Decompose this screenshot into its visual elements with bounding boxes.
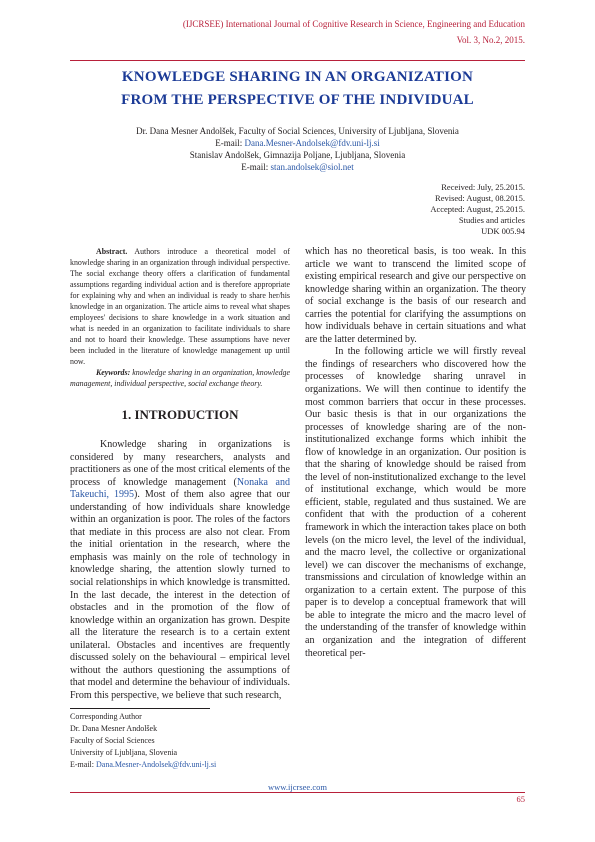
keywords xyxy=(70,367,290,389)
footnote-name: Dr. Dana Mesner Andolšek xyxy=(70,724,158,733)
email-label: E-mail: xyxy=(241,162,269,172)
abstract-label: Abstract. xyxy=(96,247,128,256)
title-line-2: FROM THE PERSPECTIVE OF THE INDIVIDUAL xyxy=(121,92,474,108)
footnote-university: University of Ljubljana, Slovenia xyxy=(70,748,178,757)
p1-after: ). Most of them also agree that our understanding of how individuals share knowledge within an organization is poor. The roles of the factors that mediate in this process are also not clear. From the initial orientation in the research, where the emphasis was mainly on the role of technology in knowledge sharing, the attention slowly turned to social relationships in which knowledge is transmitted. In the last decade, the interest in the detection of obstacles and in the promotion of the flow of knowledge within an organization has grown. Despite all the literature the research is to a certain extent unilateral. Obstacles and incentives are frequently discussed solely on the behavioural – empirical level without the authors questioning the assumptions of that model and determine the behaviour of individuals. From this perspective, we believe that such research, xyxy=(70,489,290,701)
footnote-divider xyxy=(70,708,210,709)
revised-date: Revised: August, 08.2015. xyxy=(435,193,525,203)
left-column xyxy=(70,246,290,702)
page-number: 65 xyxy=(516,794,525,804)
right-column xyxy=(305,246,526,660)
email-label: E-mail: xyxy=(215,138,243,148)
footnote-faculty: Faculty of Social Sciences xyxy=(70,736,155,745)
keywords-label: Keywords: xyxy=(96,368,131,377)
citation-link[interactable]: Nonaka and Takeuchi, 1995 xyxy=(70,476,290,501)
udk-code: UDK 005.94 xyxy=(481,226,525,236)
author-1-email-link[interactable]: Dana.Mesner-Andolsek@fdv.uni-lj.si xyxy=(244,138,380,148)
intro-paragraph-1 xyxy=(70,439,290,702)
footer-divider xyxy=(70,792,525,793)
abstract-text: Authors introduce a theoretical model of knowledge sharing in an organization through individual perspective. The social exchange theory offers a clarification of fundamental assumptions regarding individual action and is therefore appropriate for explaining why and when an individual is ready to share her/his knowledge in an organization. The article aims to reveal what shapes employees' decisions to share knowledge in a work situation and what is needed in an organization to facilitate individuals to share and not to hoard their knowledge. These assumptions have never been included in the literature of knowledge management up until now. xyxy=(70,247,290,366)
journal-name: (IJCRSEE) International Journal of Cognitive Research in Science, Engineering and Education xyxy=(182,19,525,29)
intro-paragraph-2: In the following article we will firstly reveal the findings of researchers who discovered how the processes of knowledge sharing unravel in organizations. We will then continue to identify the most common barriers that occur in these processes. Our basic thesis is that in our organizations the processes of knowledge sharing are of the non-institutionalized exchange forms which inhibit the flow of knowledge in an organization. Our position is that the sharing of knowledge should be raised from the level of non-institutionalized exchange to the level of institutional exchange, which would be more efficient, stable, regulated and thus sustained. We are confident that with the production of a coherent framework in which the interaction takes place on both levels (on the micro level, the level of the individual, and the macro level, the collective or organizational level) we can discover the mechanisms of exchange, transmissions and circulation of knowledge within an organization to a certain extent. The purpose of this paper is to develop a conceptual framework that will be able to integrate the micro and the macro level of the understanding of the transfer of knowledge within an organization and the integration of different theoretical per- xyxy=(305,346,526,659)
abstract xyxy=(70,246,290,367)
received-date: Received: July, 25.2015. xyxy=(441,182,525,192)
header-divider xyxy=(70,60,525,61)
corresponding-author-footnote xyxy=(70,711,216,771)
p1-before: Knowledge sharing in organizations is considered by many researchers, analysts and practitioners as one of the most critical elements of the process of knowledge management ( xyxy=(70,439,290,488)
author-1-email-line xyxy=(0,137,595,149)
author-2: Stanislav Andolšek, Gimnazija Poljane, Ljubljana, Slovenia xyxy=(189,150,406,160)
article-title xyxy=(0,66,595,112)
author-1: Dr. Dana Mesner Andolšek, Faculty of Social Sciences, University of Ljubljana, Slovenia xyxy=(136,126,459,136)
article-type: Studies and articles xyxy=(458,215,525,225)
email-label: E-mail: xyxy=(70,760,94,769)
author-2-email-line xyxy=(0,161,595,173)
footnote-heading: Corresponding Author xyxy=(70,712,142,721)
accepted-date: Accepted: August, 25.2015. xyxy=(430,204,525,214)
keywords-text: knowledge sharing in an organization, knowledge management, individual perspective, social exchange theory. xyxy=(70,368,290,388)
journal-header xyxy=(183,16,525,48)
footnote-email-line xyxy=(70,759,216,771)
footnote-email-link[interactable]: Dana.Mesner-Andolsek@fdv.uni-lj.si xyxy=(96,760,217,769)
article-dates xyxy=(430,182,525,237)
footer-url-link[interactable]: www.ijcrsee.com xyxy=(268,782,327,792)
author-2-email-link[interactable]: stan.andolsek@siol.net xyxy=(270,162,354,172)
intro-paragraph-1-continued: which has no theoretical basis, is too weak. In this article we want to transcend the limited scope of existing empirical research and give our perspective on knowledge sharing within an organization. The theory of social exchange is the basis of our research and carries the potential for clarifying the assumptions on how individuals behave in certain situations and what are the latter determined by. xyxy=(305,246,526,345)
author-block xyxy=(0,125,595,173)
title-line-1: KNOWLEDGE SHARING IN AN ORGANIZATION xyxy=(121,69,474,85)
section-heading-introduction: 1. INTRODUCTION xyxy=(121,407,239,422)
journal-volume: Vol. 3, No.2, 2015. xyxy=(456,35,525,45)
